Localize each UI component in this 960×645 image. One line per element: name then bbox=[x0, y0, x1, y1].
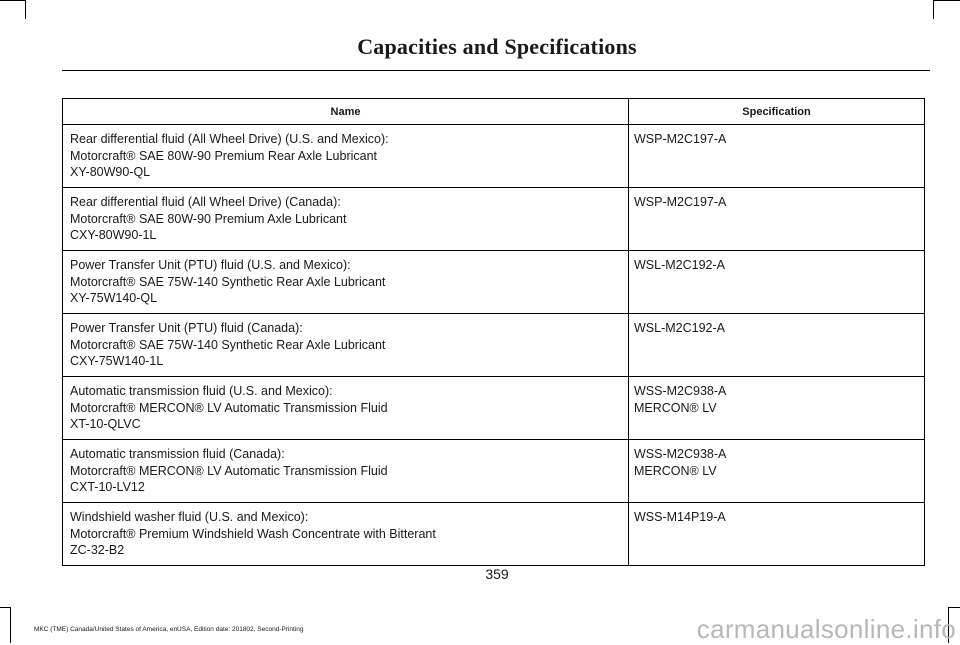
fluid-description: Automatic transmission fluid (Canada): bbox=[70, 447, 285, 461]
fluid-description: Power Transfer Unit (PTU) fluid (Canada): bbox=[70, 321, 303, 335]
table-row bbox=[63, 125, 925, 188]
watermark: carmanualsonline.info bbox=[696, 614, 956, 644]
specification-cell bbox=[629, 251, 925, 314]
crop-mark bbox=[933, 0, 934, 19]
part-number: ZC-32-B2 bbox=[70, 543, 125, 557]
page-title: Capacities and Specifications bbox=[357, 34, 637, 59]
part-number: CXT-10-LV12 bbox=[70, 480, 145, 494]
specification-cell bbox=[629, 314, 925, 377]
fluid-description: Rear differential fluid (All Wheel Drive) (Canada): bbox=[70, 195, 341, 209]
table-row bbox=[63, 188, 925, 251]
crop-mark bbox=[933, 0, 960, 1]
name-cell bbox=[63, 188, 629, 251]
name-cell bbox=[63, 503, 629, 566]
product-name: Motorcraft® MERCON® LV Automatic Transmission Fluid bbox=[70, 463, 388, 478]
edition-footer: MKC (TME) Canada/United States of America, enUSA, Edition date: 201802, Second-Printing bbox=[34, 626, 304, 633]
product-name: Motorcraft® SAE 80W-90 Premium Rear Axle Lubricant bbox=[70, 148, 378, 163]
table-row bbox=[63, 440, 925, 503]
fluid-description: Rear differential fluid (All Wheel Drive) (U.S. and Mexico): bbox=[70, 132, 389, 146]
specification-cell bbox=[629, 440, 925, 503]
crop-mark bbox=[0, 0, 25, 1]
table-row bbox=[63, 503, 925, 566]
specification-name: MERCON® LV bbox=[634, 400, 717, 415]
part-number: XY-75W140-QL bbox=[70, 291, 158, 305]
table-header-row bbox=[63, 99, 925, 125]
specification-code: WSL-M2C192-A bbox=[634, 321, 725, 335]
crop-mark bbox=[948, 607, 960, 608]
table-row bbox=[63, 251, 925, 314]
part-number: CXY-75W140-1L bbox=[70, 354, 164, 368]
column-header-specification: Specification bbox=[629, 99, 925, 125]
page-number: 359 bbox=[485, 566, 509, 582]
product-name: Motorcraft® Premium Windshield Wash Concentrate with Bitterant bbox=[70, 526, 436, 541]
name-cell bbox=[63, 314, 629, 377]
product-name: Motorcraft® SAE 80W-90 Premium Axle Lubricant bbox=[70, 211, 347, 226]
table-row bbox=[63, 314, 925, 377]
specification-code: WSS-M2C938-A bbox=[634, 447, 727, 461]
fluid-description: Automatic transmission fluid (U.S. and Mexico): bbox=[70, 384, 333, 398]
product-name: Motorcraft® MERCON® LV Automatic Transmission Fluid bbox=[70, 400, 388, 415]
crop-mark bbox=[10, 607, 11, 643]
specification-code: WSS-M2C938-A bbox=[634, 384, 727, 398]
specification-cell bbox=[629, 503, 925, 566]
specification-code: WSP-M2C197-A bbox=[634, 195, 727, 209]
crop-mark bbox=[0, 607, 10, 608]
specification-name: MERCON® LV bbox=[634, 463, 717, 478]
title-divider bbox=[62, 70, 930, 71]
crop-mark bbox=[25, 0, 26, 19]
fluid-description: Power Transfer Unit (PTU) fluid (U.S. and Mexico): bbox=[70, 258, 351, 272]
table-row bbox=[63, 377, 925, 440]
specification-code: WSP-M2C197-A bbox=[634, 132, 727, 146]
specification-cell bbox=[629, 377, 925, 440]
name-cell bbox=[63, 377, 629, 440]
part-number: XY-80W90-QL bbox=[70, 165, 151, 179]
name-cell bbox=[63, 125, 629, 188]
name-cell bbox=[63, 251, 629, 314]
part-number: XT-10-QLVC bbox=[70, 417, 141, 431]
specifications-table bbox=[62, 98, 925, 566]
specification-code: WSS-M14P19-A bbox=[634, 510, 726, 524]
product-name: Motorcraft® SAE 75W-140 Synthetic Rear Axle Lubricant bbox=[70, 337, 386, 352]
specification-cell bbox=[629, 188, 925, 251]
part-number: CXY-80W90-1L bbox=[70, 228, 157, 242]
specification-cell bbox=[629, 125, 925, 188]
fluid-description: Windshield washer fluid (U.S. and Mexico): bbox=[70, 510, 309, 524]
column-header-name: Name bbox=[63, 99, 629, 125]
product-name: Motorcraft® SAE 75W-140 Synthetic Rear Axle Lubricant bbox=[70, 274, 386, 289]
name-cell bbox=[63, 440, 629, 503]
specification-code: WSL-M2C192-A bbox=[634, 258, 725, 272]
